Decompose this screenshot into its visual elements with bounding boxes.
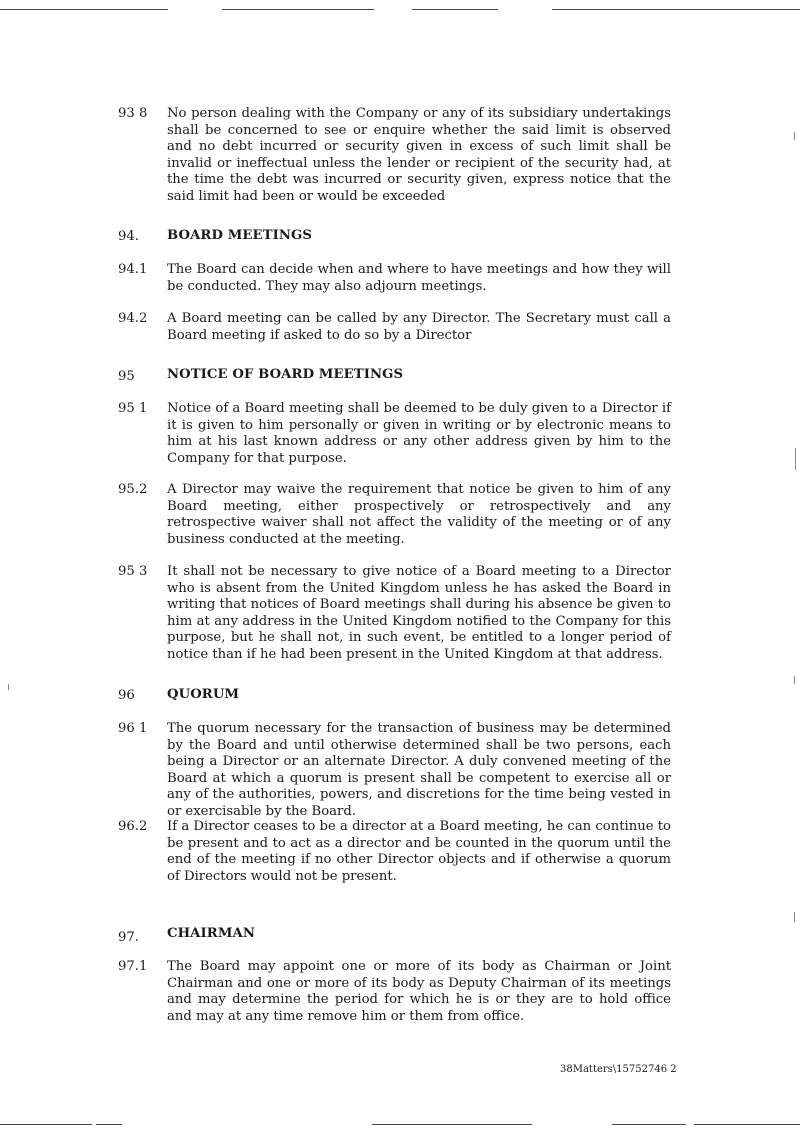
clause-text: Notice of a Board meeting shall be deemed to be duly given to a Director if it is given to him personally or given in writing or by electronic means to him at his last known address or any other address given by him to the Company for that purpose. <box>167 401 671 466</box>
section-heading: NOTICE OF BOARD MEETINGS <box>167 367 404 382</box>
section-number: 95 <box>118 369 135 384</box>
margin-mark <box>8 684 9 690</box>
margin-mark <box>795 448 796 470</box>
section-heading: BOARD MEETINGS <box>167 228 313 243</box>
top-rule <box>0 9 168 10</box>
clause-text: The Board may appoint one or more of its body as Chairman or Joint Chairman and one or more of its body as Deputy Chairman of its meetings and may determine the period for which he is or they are to hold office and may at any time remove him or them from office. <box>167 959 671 1024</box>
margin-mark <box>794 912 795 922</box>
clause-number: 96.2 <box>118 819 148 834</box>
top-rule <box>552 9 800 10</box>
clause-text: The quorum necessary for the transaction of business may be determined by the Board and until otherwise determined shall be two persons, each being a Director or an alternate Director. A duly convened meeting of the Board at which a quorum is present shall be competent to exercise all or any of the authorities, powers, and discretions for the time being vested in or exercisable by the Board. <box>167 721 671 819</box>
section-heading: QUORUM <box>167 687 240 702</box>
clause-number: 95.2 <box>118 482 148 497</box>
top-rule <box>412 9 498 10</box>
clause-text: A Director may waive the requirement that notice be given to him of any Board meeting, either prospectively or retrospectively and any retrospective waiver shall not affect the validity of the meeting or of any business conducted at the meeting. <box>167 482 671 547</box>
margin-mark <box>794 676 795 684</box>
clause-text: It shall not be necessary to give notice of a Board meeting to a Director who is absent from the United Kingdom unless he has asked the Board in writing that notices of Board meetings shall during his absence be given to him at any address in the United Kingdom notified to the Company for this purpose, but he shall not, in such event, be entitled to a longer period of notice than if he had been present in the United Kingdom at that address. <box>167 564 671 662</box>
clause-text: If a Director ceases to be a director at a Board meeting, he can continue to be present and to act as a director and be counted in the quorum until the end of the meeting if no other Director objects and if otherwise a quorum of Directors would not be present. <box>167 819 671 884</box>
section-heading: CHAIRMAN <box>167 926 255 941</box>
bottom-rule <box>96 1124 122 1125</box>
clause-text: The Board can decide when and where to have meetings and how they will be conducted. They may also adjourn meetings. <box>167 262 671 294</box>
clause-text: A Board meeting can be called by any Director. The Secretary must call a Board meeting if asked to do so by a Director <box>167 311 671 343</box>
bottom-rule <box>372 1124 532 1125</box>
clause-number: 93 8 <box>118 106 148 121</box>
clause-text: No person dealing with the Company or any of its subsidiary undertakings shall be concerned to see or enquire whether the said limit is observed and no debt incurred or security given in excess of such limit shall be invalid or ineffectual unless the lender or recipient of the security had, at the time the debt was incurred or security given, express notice that the said limit had been or would be exceeded <box>167 106 671 204</box>
clause-number: 96 1 <box>118 721 148 736</box>
bottom-rule <box>612 1124 686 1125</box>
section-number: 96 <box>118 688 135 703</box>
bottom-rule <box>0 1124 92 1125</box>
clause-number: 94.1 <box>118 262 148 277</box>
section-number: 94. <box>118 229 139 244</box>
section-number: 97. <box>118 930 139 945</box>
margin-mark <box>794 132 795 140</box>
clause-number: 94.2 <box>118 311 148 326</box>
bottom-rule <box>694 1124 800 1125</box>
top-rule <box>222 9 374 10</box>
clause-number: 97.1 <box>118 959 148 974</box>
clause-number: 95 1 <box>118 401 148 416</box>
clause-number: 95 3 <box>118 564 148 579</box>
document-reference: 38Matters\15752746 2 <box>560 1064 677 1075</box>
